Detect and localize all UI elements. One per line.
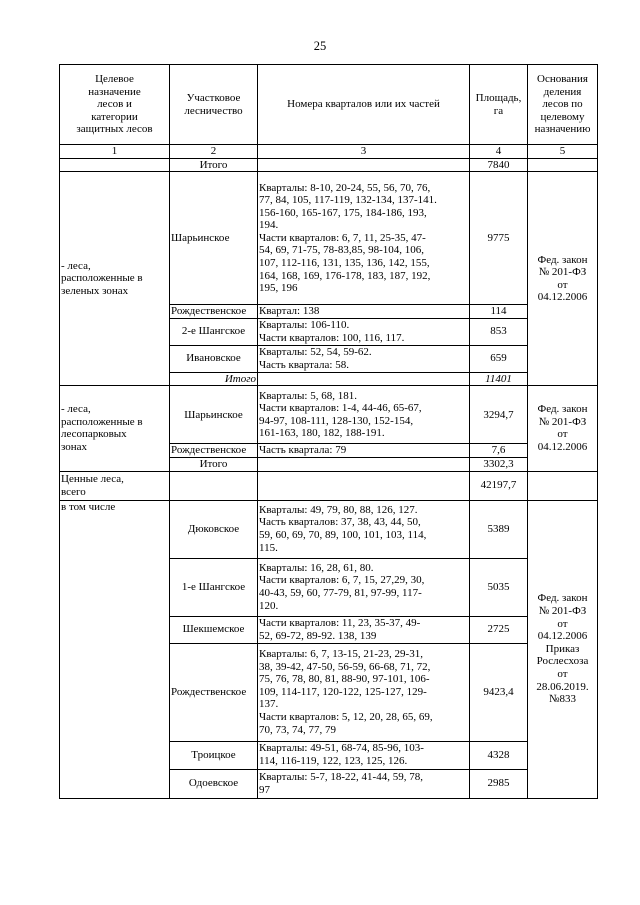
- text-line: Части кварталов: 5, 12, 20, 28, 65, 69,: [259, 710, 433, 723]
- area-value: 9423,4: [470, 643, 528, 741]
- text-line: Части кварталов: 11, 23, 35-37, 49-: [259, 616, 421, 629]
- text-line: категории: [91, 110, 138, 123]
- text-line: Фед. закон: [537, 253, 588, 266]
- area-value: 853: [470, 318, 528, 345]
- text-line: Части кварталов: 100, 116, 117.: [259, 331, 405, 344]
- forestry-name: Рождественское: [170, 305, 258, 319]
- quarters-list: [258, 172, 470, 305]
- column-number: 2: [170, 145, 258, 159]
- area-value: 4328: [470, 741, 528, 769]
- total-label: Итого: [170, 158, 258, 172]
- text-line: Кварталы: 5-7, 18-22, 41-44, 59, 78,: [259, 770, 423, 783]
- text-line: Участковое: [186, 91, 241, 104]
- text-line: № 201-ФЗ: [538, 266, 587, 279]
- quarters-list: [258, 386, 470, 444]
- text-line: лесов и: [97, 98, 132, 111]
- text-line: 120.: [259, 599, 279, 612]
- text-line: целевому: [540, 110, 585, 123]
- forestry-name: Шарьинское: [170, 386, 258, 444]
- text-line: Части кварталов: 1-4, 44-46, 65-67,: [259, 402, 422, 415]
- text-line: 75, 76, 78, 80, 81, 88-90, 97-101, 106-: [259, 673, 430, 686]
- table-row: [60, 158, 598, 172]
- quarters-list: [258, 741, 470, 769]
- text-line: 164, 168, 169, 176-178, 183, 187, 192,: [259, 269, 431, 282]
- text-line: Номера кварталов или их частей: [287, 98, 440, 111]
- area-value: 7,6: [470, 444, 528, 458]
- text-line: №833: [549, 693, 576, 706]
- total-area: 7840: [470, 158, 528, 172]
- column-number: 1: [60, 145, 170, 159]
- text-line: лесничество: [184, 104, 243, 117]
- text-line: 59, 60, 69, 70, 89, 100, 101, 103, 114,: [259, 529, 427, 542]
- page-number: 25: [313, 39, 327, 53]
- text-line: Фед. закон: [537, 592, 588, 605]
- text-line: Квартал: 138: [259, 305, 320, 318]
- text-line: Ценные леса,: [61, 472, 124, 485]
- text-line: 04.12.2006: [537, 630, 588, 643]
- table-row: [60, 386, 598, 444]
- quarters-list: [258, 318, 470, 345]
- text-line: Фед. закон: [537, 403, 588, 416]
- text-line: Части кварталов: 6, 7, 11, 25-35, 47-: [259, 231, 426, 244]
- text-line: всего: [61, 485, 86, 498]
- quarters-list: [258, 769, 470, 798]
- total-label: Итого: [170, 372, 258, 386]
- text-line: 77, 84, 105, 117-119, 132-134, 137-141.: [259, 194, 437, 207]
- text-line: 54, 69, 71-75, 78-83,85, 98-104, 106,: [259, 244, 424, 257]
- quarters-list: [258, 616, 470, 643]
- text-line: 70, 73, 74, 77, 79: [259, 723, 336, 736]
- header-area: [470, 65, 528, 145]
- text-line: 109, 114-117, 120-122, 125-127, 129-: [259, 685, 427, 698]
- text-line: Кварталы: 49, 79, 80, 88, 126, 127.: [259, 503, 418, 516]
- text-line: Кварталы: 106-110.: [259, 319, 350, 332]
- text-line: от: [557, 278, 568, 291]
- text-line: Рослесхоза: [536, 655, 589, 668]
- text-line: лесопарковых: [61, 428, 127, 441]
- quarters-list: [258, 643, 470, 741]
- column-number: 4: [470, 145, 528, 159]
- text-line: расположенные в: [61, 415, 143, 428]
- forestry-name: Рождественское: [170, 444, 258, 458]
- forest-purpose-table: [59, 64, 598, 799]
- area-value: 5035: [470, 558, 528, 616]
- text-line: защитных лесов: [76, 123, 153, 136]
- text-line: 38, 39-42, 47-50, 56-59, 66-68, 71, 72,: [259, 660, 431, 673]
- text-line: 115.: [259, 541, 278, 554]
- area-value: 42197,7: [470, 471, 528, 500]
- text-line: 137.: [259, 698, 279, 711]
- quarters-list: [258, 305, 470, 319]
- table-row: [60, 500, 598, 558]
- text-line: - леса,: [61, 259, 91, 272]
- table-row: [60, 172, 598, 305]
- text-line: - леса,: [61, 403, 91, 416]
- text-line: назначение: [88, 85, 141, 98]
- area-value: 3294,7: [470, 386, 528, 444]
- text-line: от: [557, 428, 568, 441]
- text-line: Часть квартала: 79: [259, 444, 347, 457]
- text-line: Основания: [537, 73, 588, 86]
- category-including: в том числе: [60, 500, 170, 798]
- category-park-zones: [60, 386, 170, 471]
- forestry-name: Троицкое: [170, 741, 258, 769]
- quarters-list: [258, 444, 470, 458]
- text-line: Кварталы: 6, 7, 13-15, 21-23, 29-31,: [259, 647, 423, 660]
- category-green-zones: [60, 172, 170, 386]
- header-basis: [528, 65, 598, 145]
- text-line: 04.12.2006: [537, 291, 588, 304]
- text-line: 40-43, 59, 60, 77-79, 81, 97-99, 117-: [259, 587, 422, 600]
- area-value: 2985: [470, 769, 528, 798]
- text-line: 194.: [259, 219, 279, 232]
- text-line: 04.12.2006: [537, 441, 588, 454]
- total-area: 3302,3: [470, 457, 528, 471]
- text-line: расположенные в: [61, 272, 143, 285]
- text-line: от: [557, 617, 568, 630]
- text-line: лесов по: [542, 98, 583, 111]
- text-line: 195, 196: [259, 282, 298, 295]
- header-purpose: [60, 65, 170, 145]
- text-line: зеленых зонах: [61, 285, 129, 298]
- total-area: 11401: [470, 372, 528, 386]
- text-line: назначению: [534, 123, 591, 136]
- forestry-name: Дюковское: [170, 500, 258, 558]
- text-line: Кварталы: 16, 28, 61, 80.: [259, 561, 374, 574]
- area-value: 5389: [470, 500, 528, 558]
- text-line: Приказ: [545, 642, 580, 655]
- forestry-name: Шарьинское: [170, 172, 258, 305]
- text-line: деления: [543, 85, 582, 98]
- text-line: Части кварталов: 6, 7, 15, 27,29, 30,: [259, 574, 425, 587]
- basis-text: [528, 172, 598, 386]
- text-line: 161-163, 180, 182, 188-191.: [259, 427, 385, 440]
- header-quarters: [258, 65, 470, 145]
- forestry-name: 1-е Шангское: [170, 558, 258, 616]
- forestry-name: Ивановское: [170, 345, 258, 372]
- forestry-name: Шекшемское: [170, 616, 258, 643]
- category-valuable-forests: [60, 471, 170, 500]
- column-number: 5: [528, 145, 598, 159]
- forestry-name: Одоевское: [170, 769, 258, 798]
- text-line: Кварталы: 8-10, 20-24, 55, 56, 70, 76,: [259, 181, 431, 194]
- text-line: зонах: [61, 441, 88, 454]
- text-line: № 201-ФЗ: [538, 415, 587, 428]
- quarters-list: [258, 500, 470, 558]
- basis-text: [528, 386, 598, 471]
- text-line: 114, 116-119, 122, 123, 125, 126.: [259, 755, 408, 768]
- text-line: Кварталы: 52, 54, 59-62.: [259, 346, 372, 359]
- text-line: Кварталы: 49-51, 68-74, 85-96, 103-: [259, 742, 424, 755]
- basis-text: [528, 500, 598, 798]
- area-value: 659: [470, 345, 528, 372]
- area-value: 114: [470, 305, 528, 319]
- table-row: [60, 471, 598, 500]
- text-line: Часть квартала: 58.: [259, 358, 349, 371]
- text-line: 107, 112-116, 131, 135, 136, 142, 155,: [259, 257, 430, 270]
- table-header-row: [60, 65, 598, 145]
- forestry-name: Рождественское: [170, 643, 258, 741]
- text-line: № 201-ФЗ: [538, 604, 587, 617]
- text-line: 28.06.2019.: [536, 680, 589, 693]
- column-number-row: [60, 145, 598, 159]
- text-line: 156-160, 165-167, 175, 184-186, 193,: [259, 206, 427, 219]
- text-line: 97: [259, 783, 270, 796]
- total-label: Итого: [170, 457, 258, 471]
- text-line: Целевое: [95, 73, 134, 86]
- text-line: Кварталы: 5, 68, 181.: [259, 389, 357, 402]
- text-line: 94-97, 108-111, 128-130, 152-154,: [259, 414, 414, 427]
- forestry-name: 2-е Шангское: [170, 318, 258, 345]
- text-line: га: [493, 104, 504, 117]
- text-line: от: [557, 667, 568, 680]
- text-line: 52, 69-72, 89-92. 138, 139: [259, 629, 377, 642]
- quarters-list: [258, 558, 470, 616]
- header-forestry: [170, 65, 258, 145]
- column-number: 3: [258, 145, 470, 159]
- area-value: 2725: [470, 616, 528, 643]
- area-value: 9775: [470, 172, 528, 305]
- text-line: Часть кварталов: 37, 38, 43, 44, 50,: [259, 516, 421, 529]
- quarters-list: [258, 345, 470, 372]
- text-line: Площадь,: [475, 91, 522, 104]
